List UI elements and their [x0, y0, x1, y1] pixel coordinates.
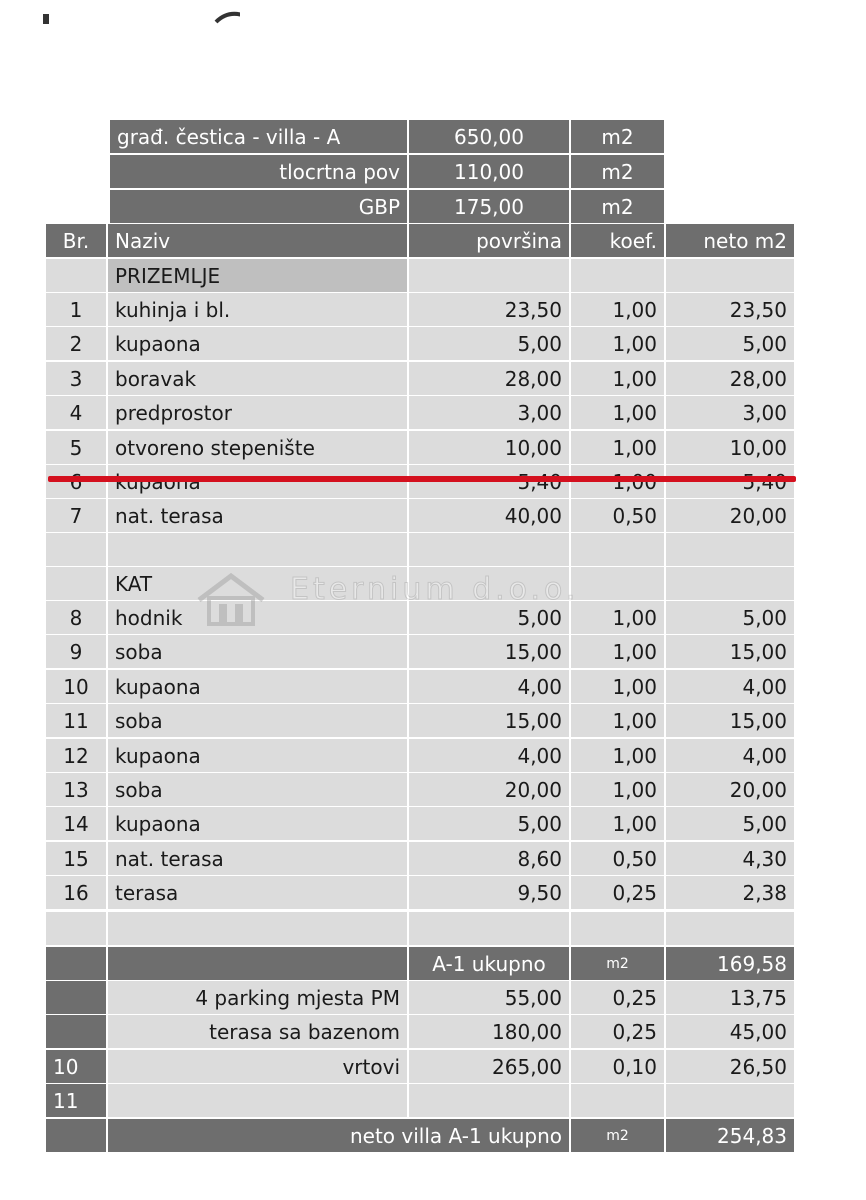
floor-row-br-cell: 13	[46, 773, 106, 806]
parcel-value: 650,00	[409, 120, 569, 153]
col-header-br: Br.	[46, 224, 106, 257]
floor-row-naziv-cell: nat. terasa	[108, 842, 407, 875]
floor-row-povrsina-cell: 5,00	[409, 807, 569, 840]
floor-row-br-cell: 10	[46, 670, 106, 703]
floor-row-koef-cell: 1,00	[571, 807, 664, 840]
floor-row-povrsina-cell: 4,00	[409, 670, 569, 703]
floor-row-povrsina-cell: 15,00	[409, 704, 569, 737]
floor-row-neto-cell: 4,30	[666, 842, 794, 875]
floor-row-koef-cell: 1,00	[571, 601, 664, 634]
extra-row-neto-cell	[666, 1084, 794, 1117]
floor-row-br-cell: 8	[46, 601, 106, 634]
gbp-value: 175,00	[409, 190, 569, 223]
section-ground-koef	[571, 259, 664, 292]
subtotal-label: A-1 ukupno	[409, 947, 569, 980]
floor-row-br-cell: 12	[46, 739, 106, 772]
parcel-unit: m2	[571, 120, 664, 153]
extra-row-naziv-cell	[108, 1084, 407, 1117]
gbp-label: GBP	[110, 190, 407, 223]
floor-row-koef-cell: 1,00	[571, 704, 664, 737]
blank-cell	[46, 533, 106, 566]
extra-row-povrsina-cell: 180,00	[409, 1015, 569, 1048]
extra-row-povrsina-cell: 55,00	[409, 981, 569, 1014]
floor-row-br-cell: 9	[46, 635, 106, 668]
ground-row-naziv-cell: kuhinja i bl.	[108, 293, 407, 326]
ground-row-br-cell: 1	[46, 293, 106, 326]
floor-row-naziv-cell: soba	[108, 773, 407, 806]
floor-row-neto-cell: 15,00	[666, 635, 794, 668]
floor-row-koef-cell: 1,00	[571, 739, 664, 772]
floor-row-naziv-cell: hodnik	[108, 601, 407, 634]
floor-row-naziv-cell: soba	[108, 635, 407, 668]
ground-row-naziv-cell: boravak	[108, 362, 407, 395]
ground-row-br-cell: 4	[46, 396, 106, 429]
floor-row-neto-cell: 20,00	[666, 773, 794, 806]
extra-row-br-cell	[46, 981, 106, 1014]
extra-row-koef-cell: 0,10	[571, 1050, 664, 1083]
floor-row-naziv-cell: kupaona	[108, 807, 407, 840]
extra-row-neto-cell: 26,50	[666, 1050, 794, 1083]
ground-row-koef-cell: 1,00	[571, 396, 664, 429]
ground-row-koef-cell: 1,00	[571, 431, 664, 464]
section-ground-br	[46, 259, 106, 292]
floor-row-naziv-cell: soba	[108, 704, 407, 737]
ground-row-koef-cell: 1,00	[571, 362, 664, 395]
section-floor-title: KAT	[108, 567, 407, 600]
col-header-neto: neto m2	[666, 224, 794, 257]
extra-row-neto-cell: 45,00	[666, 1015, 794, 1048]
strike-through-line	[48, 476, 796, 482]
floor-row-naziv-cell: terasa	[108, 876, 407, 909]
cropped-text-fragment	[40, 0, 240, 24]
blank-cell	[108, 533, 407, 566]
subtotal-br	[46, 947, 106, 980]
floor-row-koef-cell: 0,25	[571, 876, 664, 909]
section-floor-koef	[571, 567, 664, 600]
extra-row-povrsina-cell: 265,00	[409, 1050, 569, 1083]
floor-row-koef-cell: 0,50	[571, 842, 664, 875]
floor-row-naziv-cell: kupaona	[108, 670, 407, 703]
extra-row-koef-cell: 0,25	[571, 981, 664, 1014]
parcel-label: građ. čestica - villa - A	[110, 120, 407, 153]
blank-cell	[666, 533, 794, 566]
section-floor-br	[46, 567, 106, 600]
extra-row-naziv-cell: 4 parking mjesta PM	[108, 981, 407, 1014]
ground-row-naziv-cell: otvoreno stepenište	[108, 431, 407, 464]
ground-row-br-cell: 3	[46, 362, 106, 395]
blank-cell	[571, 533, 664, 566]
extra-row-naziv-cell: terasa sa bazenom	[108, 1015, 407, 1048]
floor-row-povrsina-cell: 9,50	[409, 876, 569, 909]
floor-row-neto-cell: 2,38	[666, 876, 794, 909]
ground-row-naziv-cell: predprostor	[108, 396, 407, 429]
extra-row-koef-cell	[571, 1084, 664, 1117]
ground-row-neto-cell: 20,00	[666, 499, 794, 532]
ground-row-br-cell: 2	[46, 327, 106, 360]
floor-row-povrsina-cell: 5,00	[409, 601, 569, 634]
col-header-naziv: Naziv	[108, 224, 407, 257]
extra-row-br-cell: 11	[46, 1084, 106, 1117]
floor-row-povrsina-cell: 20,00	[409, 773, 569, 806]
floor-row-neto-cell: 5,00	[666, 807, 794, 840]
floor-row-neto-cell: 4,00	[666, 670, 794, 703]
floor-row-br-cell: 11	[46, 704, 106, 737]
ground-row-povrsina-cell: 10,00	[409, 431, 569, 464]
gbp-unit: m2	[571, 190, 664, 223]
blank-cell	[571, 912, 664, 945]
blank-cell	[108, 912, 407, 945]
floor-row-povrsina-cell: 15,00	[409, 635, 569, 668]
floor-row-povrsina-cell: 8,60	[409, 842, 569, 875]
total-value: 254,83	[666, 1119, 794, 1152]
ground-row-naziv-cell: kupaona	[108, 327, 407, 360]
footprint-unit: m2	[571, 155, 664, 188]
blank-cell	[409, 533, 569, 566]
total-label: neto villa A-1 ukupno	[108, 1119, 569, 1152]
ground-row-br-cell: 7	[46, 499, 106, 532]
floor-row-neto-cell: 5,00	[666, 601, 794, 634]
ground-row-povrsina-cell: 3,00	[409, 396, 569, 429]
floor-row-koef-cell: 1,00	[571, 670, 664, 703]
ground-row-povrsina-cell: 28,00	[409, 362, 569, 395]
extra-row-koef-cell: 0,25	[571, 1015, 664, 1048]
blank-cell	[666, 912, 794, 945]
section-floor-povrsina	[409, 567, 569, 600]
subtotal-naziv	[108, 947, 407, 980]
ground-row-povrsina-cell: 5,00	[409, 327, 569, 360]
floor-row-br-cell: 16	[46, 876, 106, 909]
ground-row-br-cell: 5	[46, 431, 106, 464]
section-ground-title: PRIZEMLJE	[108, 259, 407, 292]
floor-row-koef-cell: 1,00	[571, 635, 664, 668]
footprint-value: 110,00	[409, 155, 569, 188]
total-unit: m2	[571, 1119, 664, 1152]
extra-row-povrsina-cell	[409, 1084, 569, 1117]
blank-cell	[409, 912, 569, 945]
section-floor-neto	[666, 567, 794, 600]
col-header-koef: koef.	[571, 224, 664, 257]
floor-row-povrsina-cell: 4,00	[409, 739, 569, 772]
extra-row-br-cell	[46, 1015, 106, 1048]
subtotal-unit: m2	[571, 947, 664, 980]
blank-cell	[46, 912, 106, 945]
ground-row-koef-cell: 1,00	[571, 327, 664, 360]
total-br	[46, 1119, 106, 1152]
floor-row-br-cell: 15	[46, 842, 106, 875]
subtotal-value: 169,58	[666, 947, 794, 980]
ground-row-neto-cell: 28,00	[666, 362, 794, 395]
floor-row-neto-cell: 15,00	[666, 704, 794, 737]
col-header-povrsina: površina	[409, 224, 569, 257]
extra-row-neto-cell: 13,75	[666, 981, 794, 1014]
section-ground-povrsina	[409, 259, 569, 292]
ground-row-koef-cell: 1,00	[571, 293, 664, 326]
ground-row-koef-cell: 0,50	[571, 499, 664, 532]
floor-row-koef-cell: 1,00	[571, 773, 664, 806]
watermark-text: Eternium d.o.o.	[290, 572, 580, 607]
floor-row-naziv-cell: kupaona	[108, 739, 407, 772]
section-ground-neto	[666, 259, 794, 292]
ground-row-povrsina-cell: 23,50	[409, 293, 569, 326]
floor-row-neto-cell: 4,00	[666, 739, 794, 772]
ground-row-naziv-cell: nat. terasa	[108, 499, 407, 532]
ground-row-neto-cell: 23,50	[666, 293, 794, 326]
footprint-label: tlocrtna pov	[110, 155, 407, 188]
ground-row-neto-cell: 5,00	[666, 327, 794, 360]
ground-row-neto-cell: 10,00	[666, 431, 794, 464]
ground-row-povrsina-cell: 40,00	[409, 499, 569, 532]
ground-row-neto-cell: 3,00	[666, 396, 794, 429]
extra-row-naziv-cell: vrtovi	[108, 1050, 407, 1083]
floor-row-br-cell: 14	[46, 807, 106, 840]
extra-row-br-cell: 10	[46, 1050, 106, 1083]
